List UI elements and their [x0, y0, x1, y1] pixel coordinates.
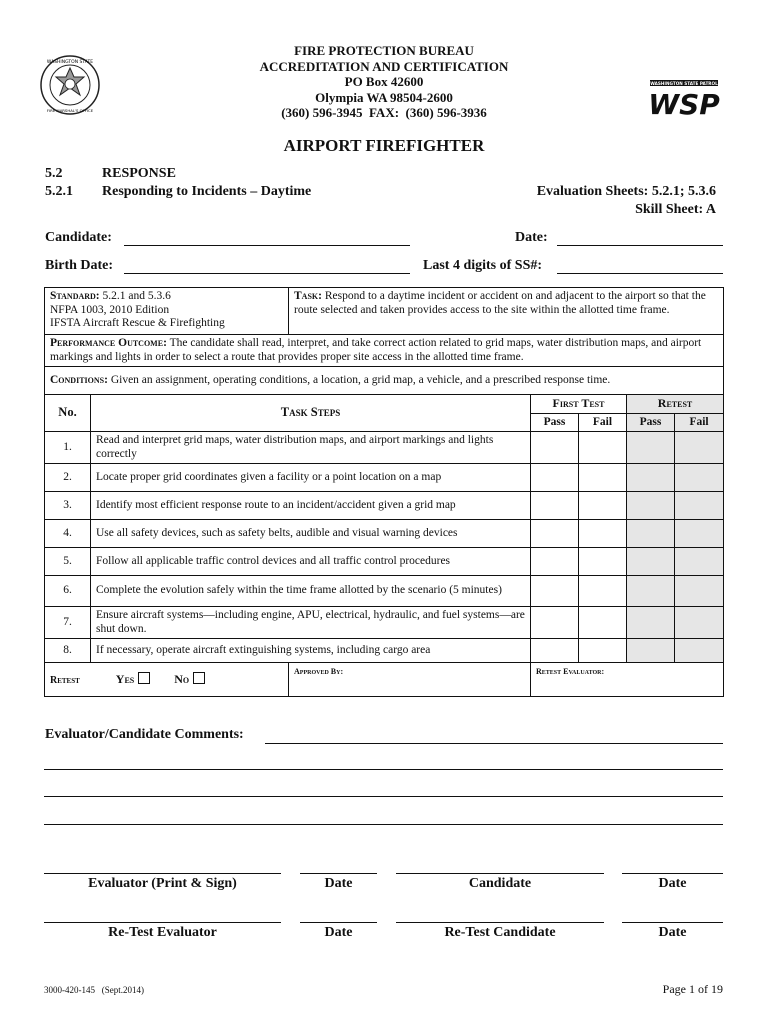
- table-row: [45, 639, 724, 663]
- standard-cell: [45, 288, 289, 335]
- section-number: 5.2: [45, 166, 63, 181]
- yes-label: Yes: [115, 671, 135, 686]
- retest-fail-cell[interactable]: [675, 607, 724, 639]
- candidate-label: Candidate:: [45, 230, 112, 245]
- conditions-cell: [45, 367, 724, 395]
- ssn-input-line[interactable]: [557, 273, 723, 274]
- task-cell: [289, 288, 724, 335]
- retest-evaluator-label: Retest Evaluator:: [536, 667, 605, 676]
- retest-pass-cell[interactable]: [627, 432, 675, 464]
- first-fail-cell[interactable]: [579, 548, 627, 576]
- table-row: [45, 432, 724, 464]
- section-name: RESPONSE: [102, 166, 176, 181]
- no-header: No.: [45, 395, 91, 432]
- table-row: [45, 548, 724, 576]
- standard-line2: NFPA 1003, 2010 Edition: [50, 303, 170, 316]
- retest-option-cell: [45, 663, 289, 697]
- first-pass-header: Pass: [531, 413, 579, 432]
- first-pass-cell[interactable]: [531, 492, 579, 520]
- evaluation-sheets: Evaluation Sheets: 5.2.1; 5.3.6: [536, 184, 716, 199]
- first-fail-header: Fail: [579, 413, 627, 432]
- first-test-header: First Test: [531, 395, 627, 414]
- step-number: 6.: [45, 576, 91, 607]
- no-checkbox[interactable]: [193, 672, 205, 684]
- table-row: [45, 464, 724, 492]
- retest-pass-cell[interactable]: [627, 639, 675, 663]
- first-fail-cell[interactable]: [579, 432, 627, 464]
- task-steps-header: Task Steps: [91, 395, 531, 432]
- header-line: ACCREDITATION AND CERTIFICATION: [259, 58, 509, 74]
- retest-fail-header: Fail: [675, 413, 724, 432]
- retest-pass-cell[interactable]: [627, 576, 675, 607]
- retest-fail-cell[interactable]: [675, 432, 724, 464]
- wsp-logo-caption: WASHINGTON STATE PATROL: [650, 81, 718, 86]
- birth-date-label: Birth Date:: [45, 258, 114, 273]
- retest-fail-cell[interactable]: [675, 548, 724, 576]
- subsection-name: Responding to Incidents – Daytime: [102, 184, 312, 199]
- standard-line3: IFSTA Aircraft Rescue & Firefighting: [50, 317, 225, 329]
- wsp-logo-text: WSP: [648, 88, 720, 120]
- comment-line[interactable]: [265, 743, 723, 744]
- no-label: No: [174, 671, 190, 686]
- retest-pass-cell[interactable]: [627, 548, 675, 576]
- candidate-signature-line[interactable]: Candidate: [396, 873, 604, 892]
- retest-fail-cell[interactable]: [675, 639, 724, 663]
- standard-label: Standard:: [50, 290, 100, 302]
- step-text: Locate proper grid coordinates given a facility or a point location on a map: [91, 464, 531, 492]
- header-line: FIRE PROTECTION BUREAU: [294, 43, 474, 58]
- candidate-input-line[interactable]: [124, 245, 410, 246]
- skill-evaluation-table: [44, 287, 724, 697]
- step-number: 5.: [45, 548, 91, 576]
- step-number: 3.: [45, 492, 91, 520]
- approved-by-label: Approved By:: [294, 667, 344, 676]
- step-text: If necessary, operate aircraft extinguishing systems, including cargo area: [91, 639, 531, 663]
- first-pass-cell[interactable]: [531, 432, 579, 464]
- step-number: 4.: [45, 520, 91, 548]
- retest-pass-cell[interactable]: [627, 464, 675, 492]
- table-row: [45, 492, 724, 520]
- retest-pass-cell[interactable]: [627, 607, 675, 639]
- ssn-label: Last 4 digits of SS#:: [423, 258, 543, 273]
- retest-evaluator-cell[interactable]: [531, 663, 724, 697]
- performance-cell: [45, 335, 724, 367]
- comments-label: Evaluator/Candidate Comments:: [45, 727, 244, 742]
- comment-line[interactable]: [44, 769, 723, 770]
- comment-line[interactable]: [44, 796, 723, 797]
- page-number: Page 1 of 19: [662, 982, 723, 996]
- retest-fail-cell[interactable]: [675, 492, 724, 520]
- retest-pass-cell[interactable]: [627, 492, 675, 520]
- retest-pass-header: Pass: [627, 413, 675, 432]
- step-text: Ensure aircraft systems—including engine, APU, electrical, hydraulic, and fuel systems—are shut down.: [91, 607, 531, 639]
- retest-fail-cell[interactable]: [675, 464, 724, 492]
- header-line: Olympia WA 98504-2600: [315, 89, 453, 105]
- performance-label: Performance Outcome:: [50, 337, 167, 349]
- step-text: Identify most efficient response route to an incident/accident given a grid map: [91, 492, 531, 520]
- wsp-logo: [648, 78, 720, 120]
- step-number: 1.: [45, 432, 91, 464]
- step-text: Read and interpret grid maps, water distribution maps, and airport markings and lights correctly: [91, 432, 531, 464]
- first-fail-cell[interactable]: [579, 607, 627, 639]
- conditions-label: Conditions:: [50, 373, 108, 386]
- conditions-text: Given an assignment, operating conditions, a location, a grid map, a vehicle, and a prescribed response time.: [110, 373, 611, 386]
- date-input-line[interactable]: [557, 245, 723, 246]
- retest-label: Retest: [50, 674, 80, 686]
- first-fail-cell[interactable]: [579, 576, 627, 607]
- seal-text-top: WASHINGTON STATE: [46, 60, 94, 65]
- retest-candidate-date-line[interactable]: Date: [622, 922, 723, 941]
- retest-evaluator-signature-line[interactable]: Re-Test Evaluator: [44, 922, 281, 941]
- step-text: Follow all applicable traffic control devices and all traffic control procedures: [91, 548, 531, 576]
- date-label: Date:: [515, 230, 548, 245]
- evaluator-date-line[interactable]: Date: [300, 873, 377, 892]
- first-fail-cell[interactable]: [579, 464, 627, 492]
- first-pass-cell[interactable]: [531, 520, 579, 548]
- step-text: Complete the evolution safely within the time frame allotted by the scenario (5 minutes): [91, 576, 531, 607]
- retest-evaluator-date-line[interactable]: Date: [300, 922, 377, 941]
- seal-text-bottom: FIRE MARSHAL'S OFFICE: [46, 108, 94, 113]
- first-pass-cell[interactable]: [531, 548, 579, 576]
- step-number: 2.: [45, 464, 91, 492]
- subsection-number: 5.2.1: [45, 184, 73, 199]
- first-fail-cell[interactable]: [579, 639, 627, 663]
- header-line: PO Box 42600: [344, 74, 424, 89]
- comment-line[interactable]: [44, 824, 723, 825]
- first-fail-cell[interactable]: [579, 520, 627, 548]
- skill-sheet: Skill Sheet: A: [635, 202, 716, 217]
- bureau-header: [230, 43, 538, 121]
- retest-candidate-signature-line[interactable]: Re-Test Candidate: [396, 922, 604, 941]
- task-text: Respond to a daytime incident or accident on and adjacent to the airport so that the route selected and taken provides access to the site within the allotted time frame.: [294, 290, 706, 316]
- first-pass-cell[interactable]: [531, 639, 579, 663]
- yes-checkbox[interactable]: [138, 672, 150, 684]
- candidate-date-line[interactable]: Date: [622, 873, 723, 892]
- first-fail-cell[interactable]: [579, 492, 627, 520]
- approved-by-cell[interactable]: [289, 663, 531, 697]
- first-pass-cell[interactable]: [531, 576, 579, 607]
- evaluator-signature-line[interactable]: Evaluator (Print & Sign): [44, 873, 281, 892]
- form-number: 3000-420-145 (Sept.2014): [44, 985, 144, 995]
- retest-header: Retest: [627, 395, 724, 414]
- retest-fail-cell[interactable]: [675, 576, 724, 607]
- standard-value: 5.2.1 and 5.3.6: [102, 290, 171, 302]
- step-number: 7.: [45, 607, 91, 639]
- birth-date-input-line[interactable]: [124, 273, 410, 274]
- task-label: Task:: [294, 290, 322, 302]
- first-pass-cell[interactable]: [531, 464, 579, 492]
- step-text: Use all safety devices, such as safety belts, audible and visual warning devices: [91, 520, 531, 548]
- performance-text: The candidate shall read, interpret, and take correct action related to grid maps, water distribution maps, and airport markings and lights in order to select a route that provides proper site access in the allotted time frame.: [50, 337, 702, 363]
- step-number: 8.: [45, 639, 91, 663]
- table-row: [45, 607, 724, 639]
- first-pass-cell[interactable]: [531, 607, 579, 639]
- retest-pass-cell[interactable]: [627, 520, 675, 548]
- page-title: AIRPORT FIREFIGHTER: [283, 136, 485, 155]
- state-fire-marshal-seal: [40, 55, 100, 115]
- table-row: [45, 576, 724, 607]
- header-line: (360) 596-3945 FAX: (360) 596-3936: [281, 105, 487, 120]
- retest-fail-cell[interactable]: [675, 520, 724, 548]
- table-row: [45, 520, 724, 548]
